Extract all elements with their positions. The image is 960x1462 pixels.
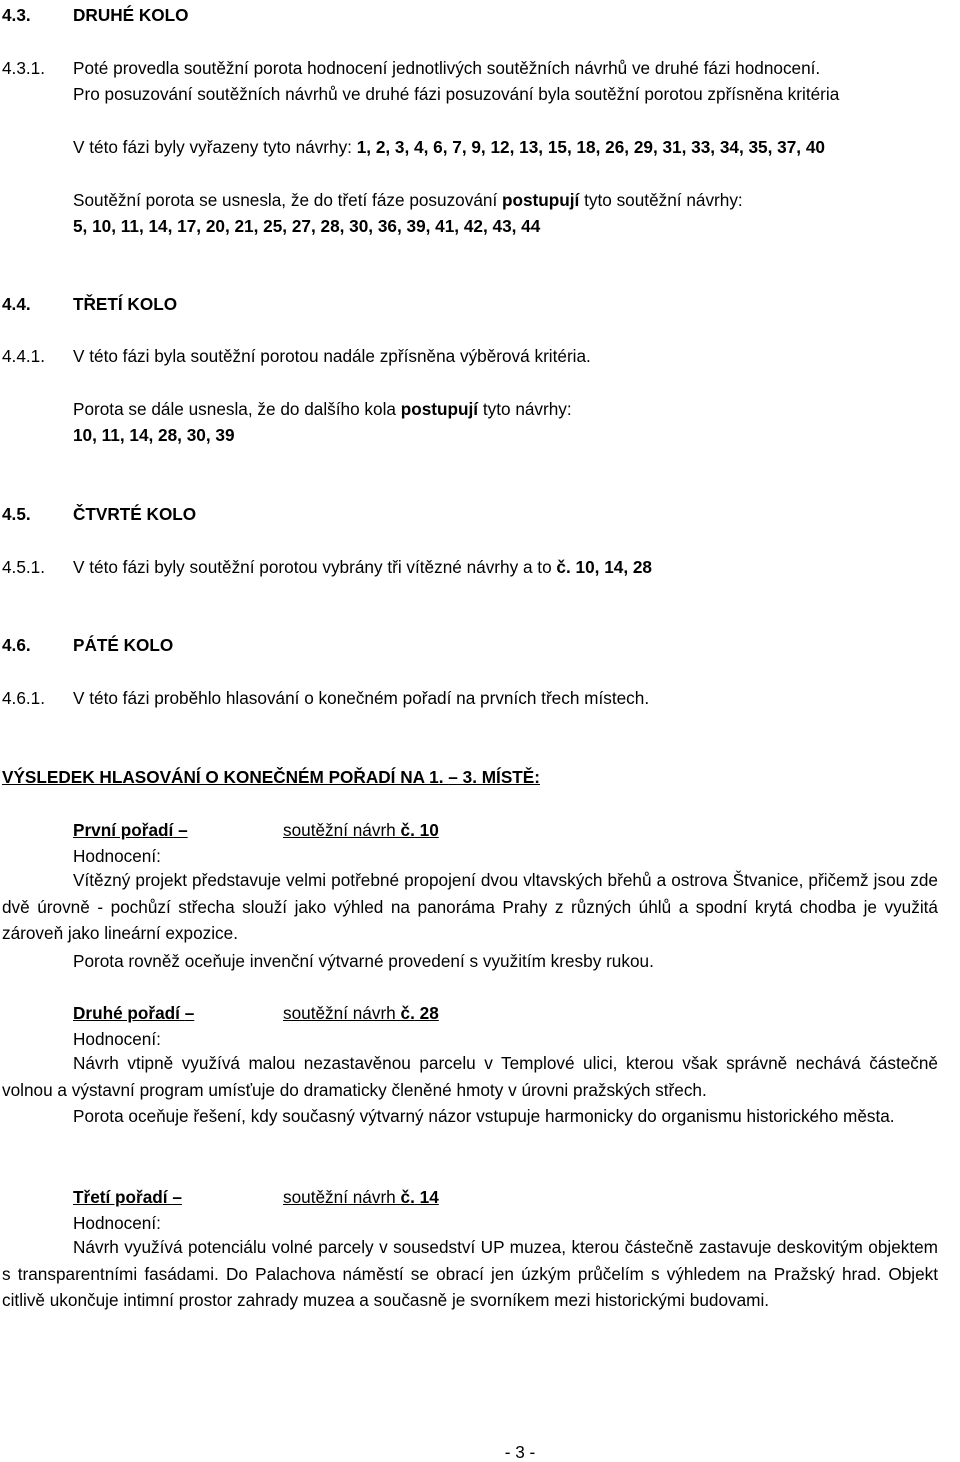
section-number: 4.5. <box>2 504 31 524</box>
section-number: 4.4. <box>2 294 31 314</box>
proposal-label <box>283 1187 439 1207</box>
evaluation-paragraph <box>2 1234 938 1314</box>
evaluation-text: Návrh využívá potenciálu volné parcely v sousedství UP muzea, kterou částečně zastavuje deskovitým objektem s transparentními fasádami. Do Palachova náměstí se obrací jen úzkým průčelím s výhledem na Pražský hrad. Objekt citlivě ukončuje intimní prostor zahrady muzea a současně je svorníkem mezi historickými budovami. <box>2 1237 938 1311</box>
evaluation-paragraph: Porota rovněž oceňuje invenční výtvarné provedení s využitím kresby rukou. <box>73 951 654 971</box>
page-number: - 3 - <box>504 1442 536 1462</box>
advance-text: tyto návrhy: <box>478 399 572 419</box>
proposal-label <box>283 820 439 840</box>
results-heading <box>2 767 540 787</box>
advance-statement <box>73 399 572 419</box>
first-place-header <box>73 820 439 840</box>
results-heading-text: VÝSLEDEK HLASOVÁNÍ O KONEČNÉM POŘADÍ NA 1. <box>2 767 449 787</box>
rank-dash: – <box>184 1003 195 1023</box>
section-title: PÁTÉ KOLO <box>73 635 174 655</box>
evaluation-paragraph <box>2 1103 938 1130</box>
excluded-list: 1, 2, 3, 4, 6, 7, 9, 12, 13, 15, 18, 26, 29, 31, 33, 34, 35, 37, 40 <box>356 137 825 157</box>
winners-statement <box>73 557 652 577</box>
section-title: DRUHÉ KOLO <box>73 5 189 25</box>
proposal-abbr: č. <box>400 1003 415 1023</box>
evaluation-label: Hodnocení: <box>73 846 161 866</box>
advance-list: 5, 10, 11, 14, 17, 20, 21, 25, 27, 28, 30, 36, 39, 41, 42, 43, 44 <box>73 216 541 236</box>
subsection-number: 4.4.1. <box>2 346 46 366</box>
paragraph-line: Pro posuzování soutěžních návrhů ve druhé fázi posuzování byla soutěžní porotou zpřísněna kritéria <box>73 84 840 104</box>
evaluation-paragraph <box>2 1050 938 1103</box>
section-title: ČTVRTÉ KOLO <box>73 504 197 524</box>
proposal-number: 10 <box>414 820 439 840</box>
winners-list: 10, 14, 28 <box>570 557 652 577</box>
results-heading-dash: – <box>448 767 458 787</box>
subsection-number: 4.5.1. <box>2 557 46 577</box>
winners-abbr: č. <box>556 557 571 577</box>
advance-keyword: postupují <box>400 399 479 419</box>
advance-keyword: postupují <box>502 190 580 210</box>
subsection-number: 4.3.1. <box>2 58 46 78</box>
rank-text: Druhé pořadí <box>73 1003 180 1023</box>
rank-dash: – <box>178 820 188 840</box>
winners-text: V této fázi byly soutěžní porotou vybrány tři vítězné návrhy a to <box>73 557 557 577</box>
proposal-text: soutěžní návrh <box>283 820 401 840</box>
evaluation-text: Porota oceňuje řešení, kdy současný výtvarný názor vstupuje harmonicky do organismu historického města. <box>73 1106 895 1126</box>
evaluation-text: Návrh vtipně využívá malou nezastavěnou parcelu v Templové ulici, kterou však správně nechává částečně volnou a výstavní program umísťuje do dramaticky členěné hmoty v úrovni pražských střech. <box>2 1053 938 1100</box>
evaluation-text: Vítězný projekt představuje velmi potřebné propojení dvou vltavských břehů a ostrova Štvanice, přičemž jsou zde dvě úrovně - pochůzí střecha slouží jako výhled na panoráma Prahy z různých úhlů a spodní krytá chodba je využitá zároveň jako lineární expozice. <box>2 870 938 944</box>
proposal-number: 14 <box>414 1187 439 1207</box>
paragraph-line: V této fázi byla soutěžní porotou nadále zpřísněna výběrová kritéria. <box>73 346 591 366</box>
advance-statement <box>73 190 743 210</box>
section-title: TŘETÍ KOLO <box>73 294 178 314</box>
proposal-label <box>283 1003 439 1023</box>
section-number: 4.3. <box>2 5 31 25</box>
rank-text: Třetí pořadí <box>73 1187 168 1207</box>
excluded-label: V této fázi byly vyřazeny tyto návrhy: <box>73 137 357 157</box>
rank-text: První pořadí <box>73 820 174 840</box>
paragraph-line: V této fázi proběhlo hlasování o konečném pořadí na prvních třech místech. <box>73 688 650 708</box>
second-place-header <box>73 1003 439 1023</box>
proposal-abbr: č. <box>400 820 415 840</box>
evaluation-label: Hodnocení: <box>73 1213 161 1233</box>
proposal-abbr: č. <box>400 1187 415 1207</box>
third-place-header <box>73 1187 439 1207</box>
rank-label <box>73 820 283 840</box>
proposal-text: soutěžní návrh <box>283 1187 401 1207</box>
evaluation-paragraph <box>2 867 938 947</box>
rank-label <box>73 1003 283 1023</box>
advance-text: tyto soutěžní návrhy: <box>579 190 743 210</box>
section-number: 4.6. <box>2 635 31 655</box>
evaluation-label: Hodnocení: <box>73 1029 161 1049</box>
rank-label <box>73 1187 283 1207</box>
rank-dash: – <box>172 1187 182 1207</box>
results-heading-text: 3. MÍSTĚ: <box>457 767 540 787</box>
excluded-proposals <box>73 137 825 157</box>
proposal-number: 28 <box>414 1003 439 1023</box>
proposal-text: soutěžní návrh <box>283 1003 401 1023</box>
paragraph-line: Poté provedla soutěžní porota hodnocení jednotlivých soutěžních návrhů ve druhé fázi hodnocení. <box>73 58 821 78</box>
advance-text: Porota se dále usnesla, že do dalšího kola <box>73 399 401 419</box>
subsection-number: 4.6.1. <box>2 688 46 708</box>
advance-text: Soutěžní porota se usnesla, že do třetí fáze posuzování <box>73 190 502 210</box>
advance-list: 10, 11, 14, 28, 30, 39 <box>73 425 235 445</box>
